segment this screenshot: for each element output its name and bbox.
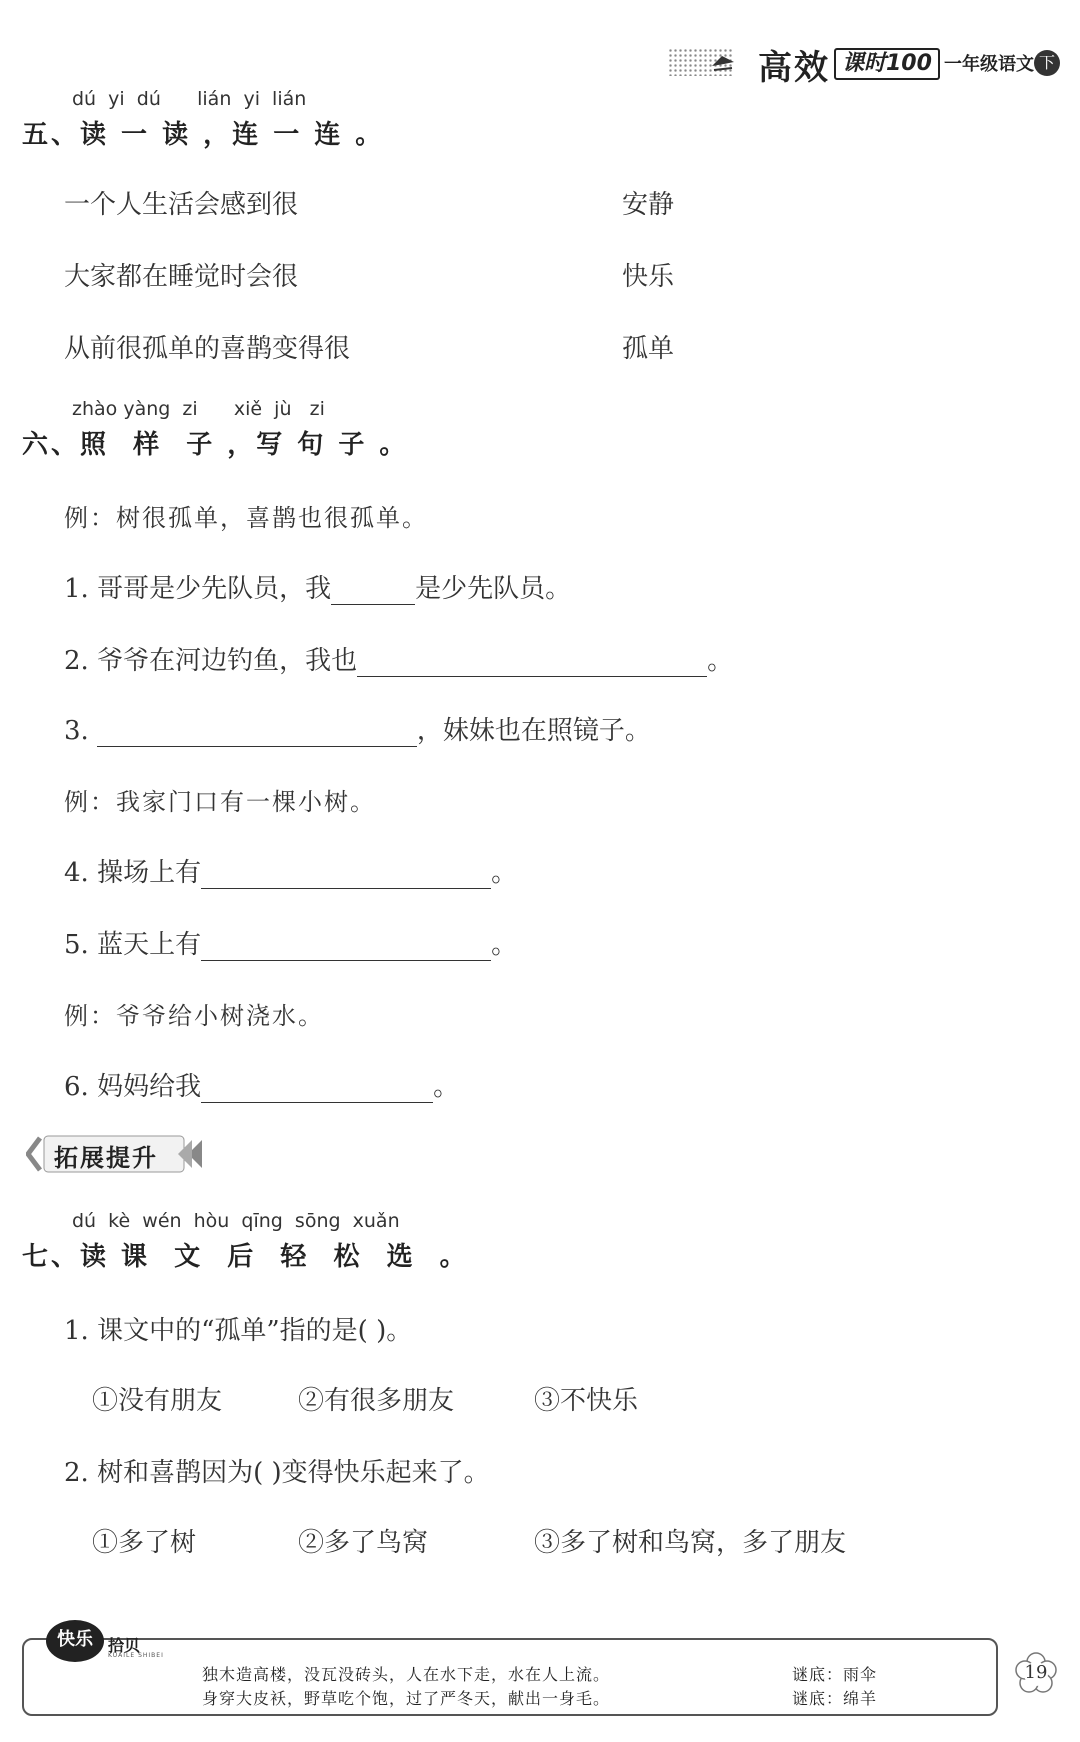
- match-right-3: 孤单: [622, 334, 675, 364]
- q2-option-2[interactable]: ②多了鸟窝: [298, 1528, 429, 1558]
- question-6-suffix: 。: [433, 1072, 460, 1102]
- page-number: 19: [1024, 1662, 1048, 1683]
- match-right-1: 安静: [622, 190, 675, 220]
- question-4-prefix: 4. 操场上有: [64, 858, 202, 888]
- match-left-2: 大家都在睡觉时会很: [64, 262, 299, 292]
- footer-bubble: 快乐: [46, 1620, 104, 1662]
- question-1: [64, 568, 571, 605]
- question-1-prefix: 1. 哥哥是少先队员，我: [64, 574, 332, 604]
- answer-blank-6[interactable]: [201, 1076, 433, 1103]
- match-right-2: 快乐: [622, 262, 675, 292]
- example-1: 例：树很孤单，喜鹊也很孤单。: [64, 504, 428, 532]
- answer-blank-4[interactable]: [201, 862, 491, 889]
- match-left-3: 从前很孤单的喜鹊变得很: [64, 334, 351, 364]
- section5-pinyin: dú yi dú lián yi lián: [72, 88, 307, 110]
- question-5-suffix: 。: [491, 930, 518, 960]
- header-volume-badge: 下: [1034, 50, 1060, 76]
- riddle-1-answer: 谜底：雨伞: [792, 1665, 878, 1684]
- question-5-prefix: 5. 蓝天上有: [64, 930, 202, 960]
- section6-title: 六、照 样 子 ，写 句 子 。: [22, 430, 409, 460]
- header-mascot-icon: [710, 52, 736, 72]
- header-subtitle: 一年级语文: [944, 54, 1034, 75]
- question-3-prefix: 3.: [64, 716, 89, 746]
- section7-title: 七、读 课 文 后 轻 松 选 。: [22, 1242, 469, 1272]
- q1-option-2[interactable]: ②有很多朋友: [298, 1386, 455, 1416]
- extension-banner-label: 拓展提升: [54, 1144, 158, 1172]
- riddle-2: 身穿大皮袄，野草吃个饱，过了严冬天，献出一身毛。: [202, 1689, 611, 1708]
- question-3-suffix: ，妹妹也在照镜子。: [416, 716, 651, 746]
- choice-question-1: 1. 课文中的“孤单”指的是( )。: [64, 1316, 413, 1346]
- answer-blank-2[interactable]: [357, 650, 707, 677]
- question-6: [64, 1066, 459, 1103]
- question-5: [64, 924, 517, 961]
- question-6-prefix: 6. 妈妈给我: [64, 1072, 202, 1102]
- match-left-1: 一个人生活会感到很: [64, 190, 299, 220]
- q1-option-3[interactable]: ③不快乐: [534, 1386, 639, 1416]
- footer-label-small: KUAILE SHIBEI: [108, 1652, 164, 1659]
- answer-blank-1[interactable]: [331, 578, 415, 605]
- q2-option-1[interactable]: ①多了树: [92, 1528, 197, 1558]
- example-2: 例：我家门口有一棵小树。: [64, 788, 376, 816]
- q2-option-3[interactable]: ③多了树和鸟窝，多了朋友: [534, 1528, 847, 1558]
- question-2-prefix: 2. 爷爷在河边钓鱼，我也: [64, 646, 358, 676]
- riddle-2-answer: 谜底：绵羊: [792, 1689, 878, 1708]
- footer-label: 拾贝: [108, 1636, 141, 1655]
- choice-question-2: 2. 树和喜鹊因为( )变得快乐起来了。: [64, 1458, 490, 1488]
- section5-title: 五、读 一 读 ，连 一 连 。: [22, 120, 385, 150]
- riddle-1: 独木造高楼，没瓦没砖头，人在水下走，水在人上流。: [202, 1665, 611, 1684]
- question-1-suffix: 是少先队员。: [415, 574, 572, 604]
- question-2-suffix: 。: [707, 646, 734, 676]
- section7-pinyin: dú kè wén hòu qīng sōng xuǎn: [72, 1210, 400, 1232]
- header-title: 高效: [758, 48, 830, 88]
- answer-blank-3[interactable]: [97, 720, 417, 747]
- question-4: [64, 852, 517, 889]
- q1-option-1[interactable]: ①没有朋友: [92, 1386, 223, 1416]
- answer-blank-5[interactable]: [201, 934, 491, 961]
- header-boxed-title: 课时100: [834, 48, 940, 80]
- question-3: [64, 710, 651, 747]
- section6-pinyin: zhào yàng zi xiě jù zi: [72, 398, 325, 420]
- question-4-suffix: 。: [491, 858, 518, 888]
- example-3: 例：爷爷给小树浇水。: [64, 1002, 324, 1030]
- question-2: [64, 640, 733, 677]
